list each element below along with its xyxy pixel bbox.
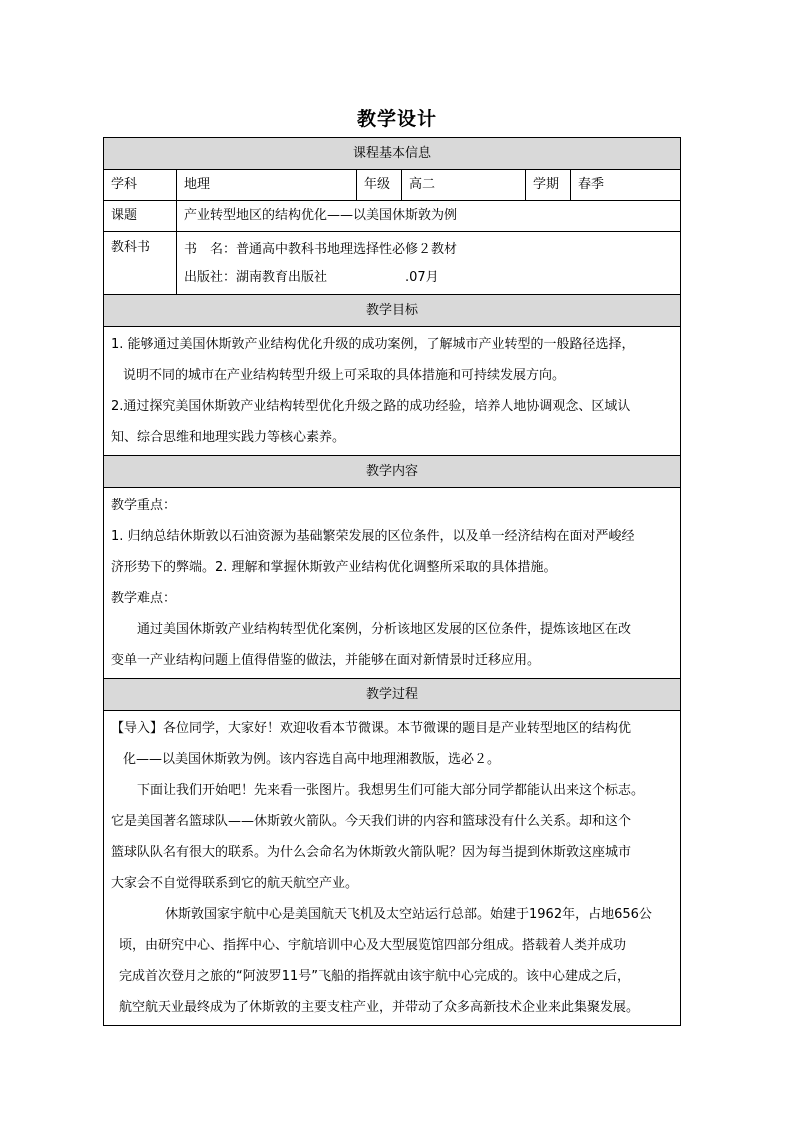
textbook-value bbox=[177, 232, 681, 295]
info-row bbox=[104, 170, 681, 201]
term-label: 学期 bbox=[526, 170, 571, 201]
process-line: 化——以美国休斯敦为例。该内容选自高中地理湘教版，选必２。 bbox=[123, 752, 501, 767]
page-title: 教学设计 bbox=[356, 108, 437, 130]
publisher-line: 出版社：湖南教育出版社 .07月 bbox=[184, 270, 439, 285]
key-points-label: 教学重点： bbox=[111, 498, 177, 513]
goals-row bbox=[104, 327, 681, 456]
process-body bbox=[104, 711, 681, 1026]
subject-value: 地理 bbox=[177, 170, 357, 201]
textbook-label: 教科书 bbox=[104, 232, 177, 295]
lesson-plan-table bbox=[103, 137, 681, 1026]
subject-label: 学科 bbox=[104, 170, 177, 201]
process-line: 篮球队队名有很大的联系。为什么会命名为休斯敦火箭队呢？因为每当提到休斯敦这座城市 bbox=[111, 845, 632, 860]
section-header-row bbox=[104, 295, 681, 327]
goals-body bbox=[104, 327, 681, 456]
section-basic-info: 课程基本信息 bbox=[104, 138, 681, 170]
topic-label: 课题 bbox=[104, 201, 177, 232]
content-line: 变单一产业结构问题上值得借鉴的做法，并能够在面对新情景时迁移应用。 bbox=[111, 653, 541, 668]
process-line: 完成首次登月之旅的“阿波罗11号”飞船的指挥就由该宇航中心完成的。该中心建成之后， bbox=[119, 969, 631, 984]
goal-line: 说明不同的城市在产业结构转型升级上可采取的具体措施和可持续发展方向。 bbox=[123, 368, 566, 383]
topic-value: 产业转型地区的结构优化——以美国休斯敦为例 bbox=[177, 201, 681, 232]
section-content: 教学内容 bbox=[104, 456, 681, 488]
content-line: 通过美国休斯敦产业结构转型优化案例，分析该地区发展的区位条件，提炼该地区在改 bbox=[137, 622, 632, 637]
goal-line: 1. 能够通过美国休斯敦产业结构优化升级的成功案例，了解城市产业转型的一般路径选择， bbox=[111, 337, 635, 352]
content-row bbox=[104, 488, 681, 679]
section-goals: 教学目标 bbox=[104, 295, 681, 327]
book-name-line: 书 名：普通高中教科书地理选择性必修２教材 bbox=[184, 242, 458, 257]
topic-row bbox=[104, 201, 681, 232]
difficulty-label: 教学难点： bbox=[111, 591, 177, 606]
process-line: 航空航天业最终成为了休斯敦的主要支柱产业，并带动了众多高新技术企业来此集聚发展。 bbox=[119, 1000, 640, 1015]
term-value: 春季 bbox=[571, 170, 681, 201]
section-header-row bbox=[104, 456, 681, 488]
content-line: 1. 归纳总结休斯敦以石油资源为基础繁荣发展的区位条件，以及单一经济结构在面对严峻经 bbox=[111, 529, 635, 544]
process-row bbox=[104, 711, 681, 1026]
section-header-row bbox=[104, 679, 681, 711]
process-line: 【导入】各位同学，大家好！欢迎收看本节微课。本节微课的题目是产业转型地区的结构优 bbox=[111, 721, 632, 736]
textbook-row bbox=[104, 232, 681, 295]
grade-label: 年级 bbox=[357, 170, 402, 201]
content-line: 济形势下的弊端。2. 理解和掌握休斯敦产业结构优化调整所采取的具体措施。 bbox=[111, 560, 557, 575]
process-line: 大家会不自觉得联系到它的航天航空产业。 bbox=[111, 876, 359, 891]
process-line: 下面让我们开始吧！先来看一张图片。我想男生们可能大部分同学都能认出来这个标志。 bbox=[137, 783, 645, 798]
section-header-row bbox=[104, 138, 681, 170]
section-process: 教学过程 bbox=[104, 679, 681, 711]
grade-value: 高二 bbox=[402, 170, 526, 201]
content-body bbox=[104, 488, 681, 679]
process-line: 它是美国著名篮球队——休斯敦火箭队。今天我们讲的内容和篮球没有什么关系。却和这个 bbox=[111, 814, 632, 829]
goal-line: 知、综合思维和地理实践力等核心素养。 bbox=[111, 430, 346, 445]
process-line: 顷，由研究中心、指挥中心、宇航培训中心及大型展览馆四部分组成。搭载着人类并成功 bbox=[119, 938, 627, 953]
goal-line: 2.通过探究美国休斯敦产业结构转型优化升级之路的成功经验，培养人地协调观念、区域认 bbox=[111, 399, 631, 414]
process-line: 休斯敦国家宇航中心是美国航天飞机及太空站运行总部。始建于1962年，占地656公 bbox=[165, 907, 652, 922]
